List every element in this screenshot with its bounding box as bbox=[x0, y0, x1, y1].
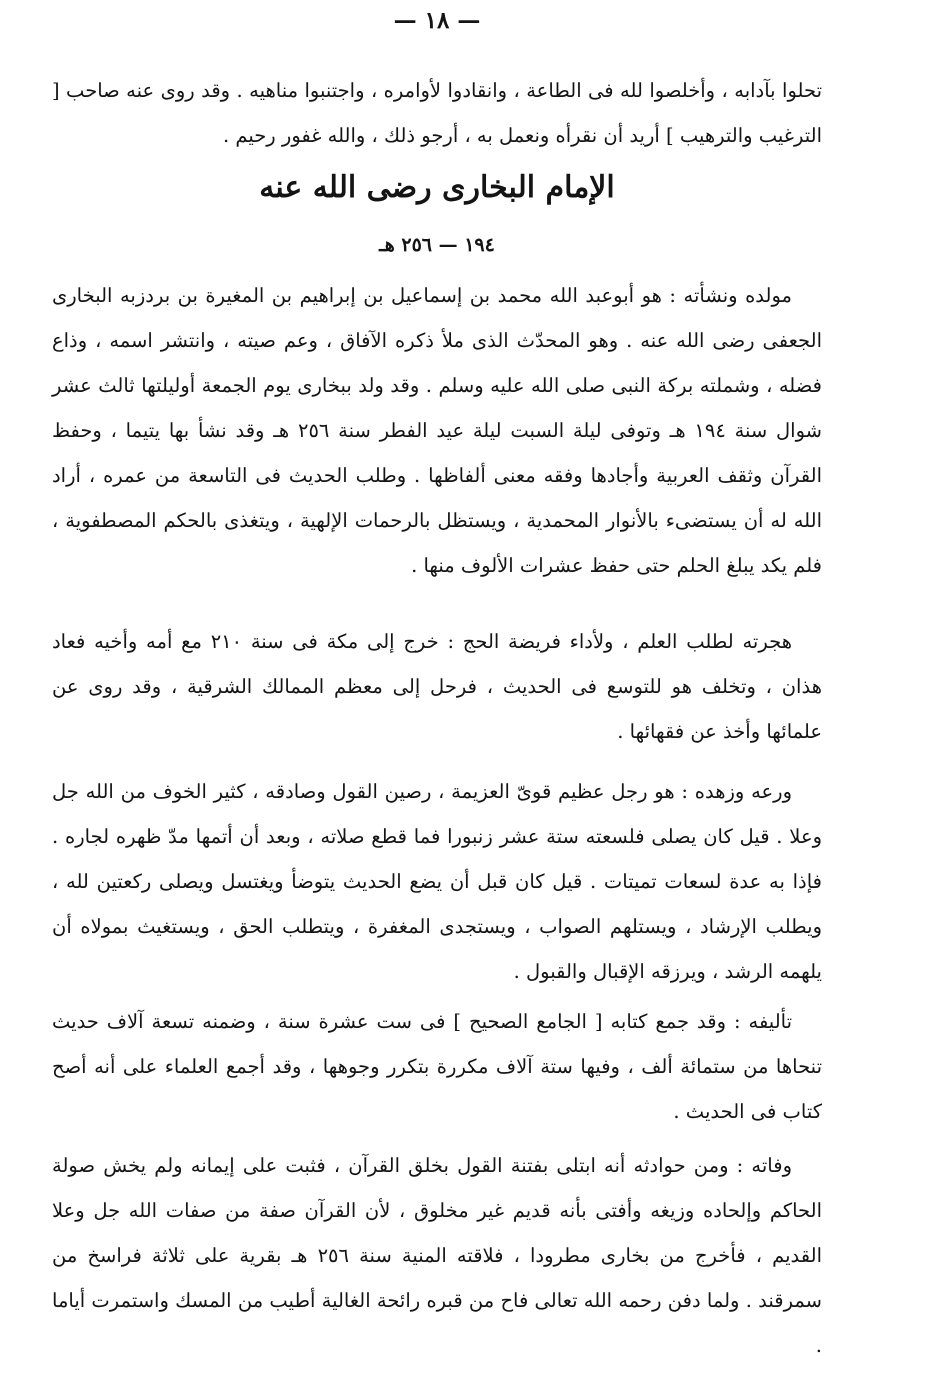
page-number: — ١٨ — bbox=[393, 7, 481, 34]
paragraph-text: مولده ونشأته : هو أبوعبد الله محمد بن إسماعيل بن إبراهيم بن المغيرة بن بردزبه البخارى الجعفى رضى الله عنه . وهو المحدّث الذى ملأ ذكره الآفاق ، وعم صيته ، وانتشر اسمه ، وذاع فضله ، وشملته بركة النبى صلى الله عليه وسلم . وقد ولد ببخارى يوم الجمعة أوليلتها ثالث عشر شوال سنة ١٩٤ هـ وتوفى ليلة السبت ليلة عيد الفطر سنة ٢٥٦ هـ وقد نشأ بها يتيما ، وحفظ القرآن وثقف العربية وأجادها وفقه معنى ألفاظها . وطلب الحديث فى التاسعة من عمره ، أراد الله له أن يستضىء بالأنوار المحمدية ، ويستظل بالرحمات الإلهية ، ويتغذى بالحكم المصطفوية ، فلم يكد يبلغ الحلم حتى حفظ عشرات الألوف منها . bbox=[52, 284, 823, 577]
paragraph-text: تأليفه : وقد جمع كتابه [ الجامع الصحيح ] فى ست عشرة سنة ، وضمنه تسعة آلاف حديث تنحاها من ستمائة ألف ، وفيها ستة آلاف مكررة بتكرر وجوهها ، وقد أجمع العلماء على أنه أصح كتاب فى الحديث . bbox=[52, 1010, 822, 1123]
paragraph-text: وفاته : ومن حوادثه أنه ابتلى بفتنة القول بخلق القرآن ، فثبت على إيمانه ولم يخش صولة الحاكم وإلحاده وزيغه وأفتى بأنه قديم غير مخلوق ، لأن القرآن صفة من صفات الله جل وعلا القديم ، فأخرج من بخارى مطرودا ، فلاقته المنية سنة ٢٥٦ هـ بقرية على ثلاثة فراسخ من سمرقند . ولما دفن رحمه الله تعالى فاح من قبره رائحة الغالية أطيب من المسك واستمرت أياما . bbox=[52, 1154, 822, 1357]
paragraph-death bbox=[52, 1143, 822, 1368]
paragraph-travel bbox=[52, 619, 822, 754]
paragraph-text: ورعه وزهده : هو رجل عظيم قوىّ العزيمة ، رصين القول وصادقه ، كثير الخوف من الله جل وعلا . قيل كان يصلى فلسعته ستة عشر زنبورا فما قطع صلاته ، وبعد أن أتمها مدّ ظهره لجاره . فإذا به عدة لسعات تميتات . قيل كان قبل أن يضع الحديث يتوضأ ويغتسل ويصلى ركعتين لله ، ويطلب الإرشاد ، ويستلهم الصواب ، ويستجدى المغفرة ، ويتطلب الحق ، ويستغيث بمولاه أن يلهمه الرشد ، ويرزقه الإقبال والقبول . bbox=[52, 780, 822, 983]
paragraph-piety bbox=[52, 769, 822, 994]
paragraph-works bbox=[52, 999, 822, 1134]
paragraph-birth bbox=[52, 273, 822, 588]
section-dates: ١٩٤ — ٢٥٦ هـ bbox=[379, 234, 495, 256]
book-page bbox=[52, 0, 822, 1373]
paragraph-text: هجرته لطلب العلم ، ولأداء فريضة الحج : خرج إلى مكة فى سنة ٢١٠ مع أمه وأخيه فعاد هذان ، وتخلف هو للتوسع فى الحديث ، فرحل إلى معظم الممالك الشرقية ، وقد روى عن علمائها وأخذ عن فقهائها . bbox=[52, 630, 822, 743]
section-title: الإمام البخارى رضى الله عنه bbox=[259, 170, 615, 205]
intro-paragraph: تحلوا بآدابه ، وأخلصوا لله فى الطاعة ، وانقادوا لأوامره ، واجتنبوا مناهيه . وقد روى عنه صاحب [ الترغيب والترهيب ] أريد أن نقرأه ونعمل به ، أرجو ذلك ، والله غفور رحيم . bbox=[52, 79, 822, 147]
